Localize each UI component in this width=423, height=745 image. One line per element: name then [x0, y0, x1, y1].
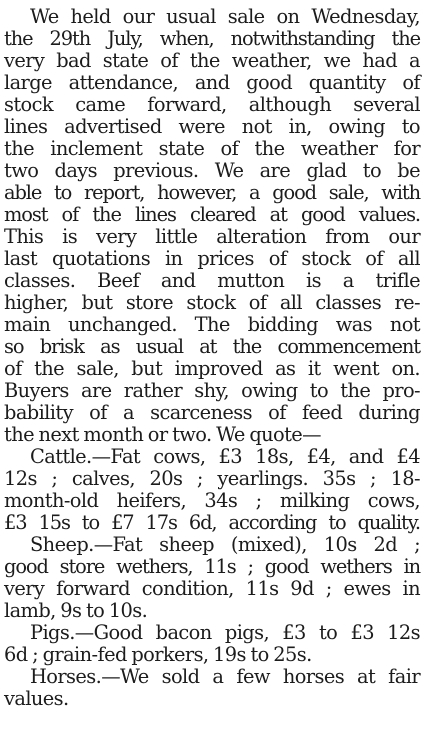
- text-line: This is very little alteration from our: [4, 225, 420, 248]
- text-line: of the sale, but improved as it went on.: [4, 357, 420, 380]
- text-line: 6d ; grain-fed porkers, 19s to 25s.: [4, 643, 312, 666]
- text-line: two days previous. We are glad to be: [4, 159, 420, 182]
- text-line: good store wethers, 11s ; good wethers in: [4, 555, 420, 578]
- text-line: most of the lines cleared at good values.: [4, 203, 420, 226]
- text-line: 12s ; calves, 20s ; yearlings. 35s ; 18-: [4, 467, 420, 490]
- text-line: lamb, 9s to 10s.: [4, 599, 148, 622]
- text-line: the next month or two. We quote—: [4, 423, 321, 446]
- text-line: the 29th July, when, notwithstanding the: [4, 27, 420, 50]
- text-line: higher, but store stock of all classes re-: [4, 291, 420, 314]
- text-line: month-old heifers, 34s ; milking cows,: [4, 489, 420, 512]
- text-line: stock came forward, although several: [4, 93, 420, 116]
- text-line: very forward condition, 11s 9d ; ewes in: [4, 577, 420, 600]
- text-line: last quotations in prices of stock of all: [4, 247, 420, 270]
- text-line: able to report, however, a good sale, with: [4, 181, 420, 204]
- text-line: main unchanged. The bidding was not: [4, 313, 420, 336]
- text-line: Horses.—We sold a few horses at fair: [30, 665, 420, 688]
- text-line: the inclement state of the weather for: [4, 137, 420, 160]
- text-line: values.: [4, 687, 69, 710]
- text-line: Sheep.—Fat sheep (mixed), 10s 2d ;: [30, 533, 420, 556]
- text-line: so brisk as usual at the commencement: [4, 335, 420, 358]
- text-line: Buyers are rather shy, owing to the pro-: [4, 379, 420, 402]
- text-line: lines advertised were not in, owing to: [4, 115, 420, 138]
- text-line: classes. Beef and mutton is a trifle: [4, 269, 420, 292]
- text-line: We held our usual sale on Wednesday,: [30, 5, 420, 28]
- text-line: Cattle.—Fat cows, £3 18s, £4, and £4: [30, 445, 420, 468]
- text-line: very bad state of the weather, we had a: [4, 49, 420, 72]
- text-line: large attendance, and good quantity of: [4, 71, 420, 94]
- text-line: bability of a scarceness of feed during: [4, 401, 420, 424]
- text-line: £3 15s to £7 17s 6d, according to quality.: [4, 511, 420, 534]
- text-line: Pigs.—Good bacon pigs, £3 to £3 12s: [30, 621, 420, 644]
